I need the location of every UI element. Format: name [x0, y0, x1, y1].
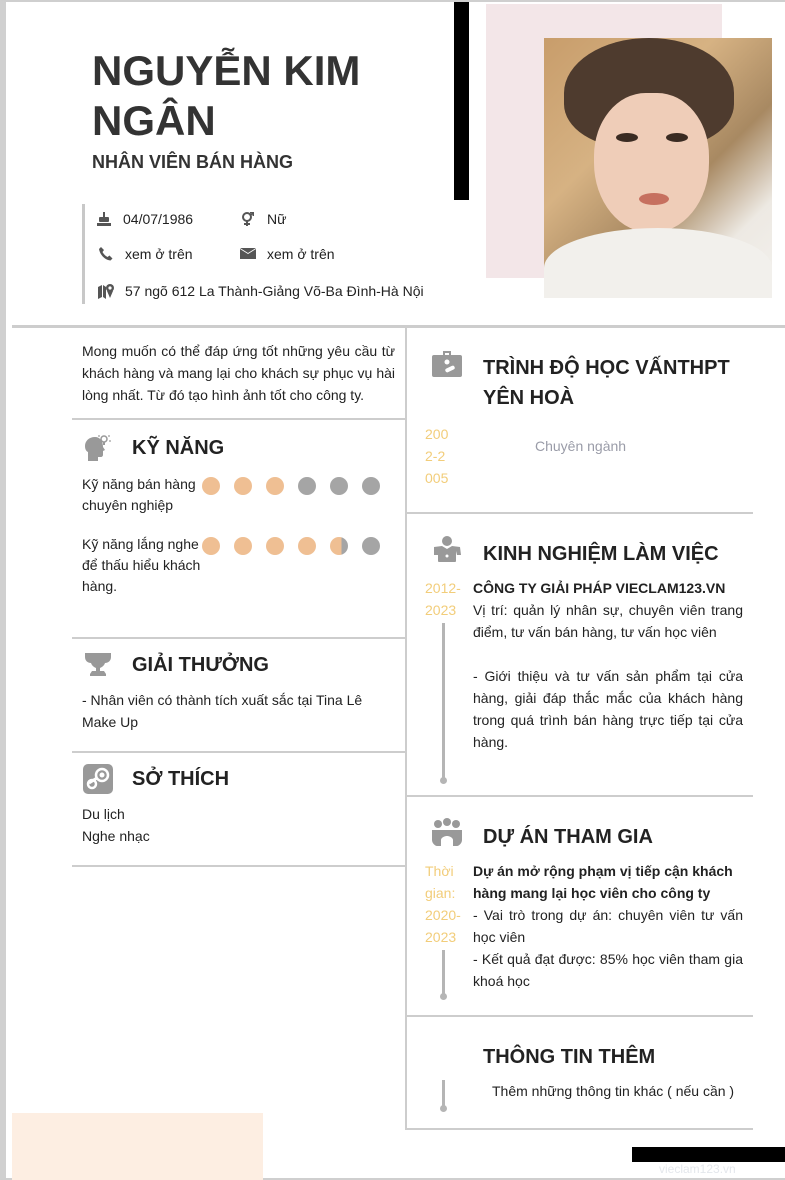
skill-rating	[202, 534, 394, 597]
education-date: 2002-2005	[425, 426, 449, 486]
birthday-cake-icon	[95, 210, 113, 228]
projects-section	[407, 797, 753, 1017]
address-value: 57 ngõ 612 La Thành-Giảng Võ-Ba Đình-Hà Nội	[125, 283, 424, 299]
additional-info-section	[407, 1017, 753, 1130]
birthday-value: 04/07/1986	[123, 211, 194, 227]
skill-rating	[202, 474, 394, 516]
steam-icon	[82, 763, 114, 795]
rating-dot-filled	[234, 477, 252, 495]
job-title: NHÂN VIÊN BÁN HÀNG	[92, 152, 294, 172]
skill-name: Kỹ năng bán hàng chuyên nghiệp	[82, 476, 196, 513]
awards-section	[72, 639, 405, 751]
hobbies-list	[72, 795, 405, 855]
suitcase-icon	[431, 348, 463, 380]
hobby-item: Du lịch	[82, 806, 125, 822]
projects-title: DỰ ÁN THAM GIA	[483, 826, 653, 848]
career-objective: Mong muốn có thể đáp ứng tốt những yêu cầu từ khách hàng và mang lại cho khách sự phục vụ hài lòng nhất. Từ đó tạo hình ảnh tốt cho công ty.	[82, 343, 395, 403]
skill-row	[72, 534, 405, 597]
email-item	[239, 245, 335, 263]
email-envelope-icon	[239, 245, 257, 263]
skill-name: Kỹ năng lắng nghe để thấu hiểu khách hàng.	[82, 536, 201, 594]
skills-section	[72, 420, 405, 637]
awards-text: - Nhân viên có thành tích xuất sắc tại Tina Lê Make Up	[82, 692, 363, 730]
rating-dot-empty	[330, 477, 348, 495]
watermark: vieclam123.vn	[659, 1162, 736, 1176]
experience-title: KINH NGHIỆM LÀM VIỆC	[483, 543, 719, 565]
rating-dot-filled	[202, 477, 220, 495]
awards-title: GIẢI THƯỞNG	[132, 653, 269, 676]
education-major: Chuyên ngành	[535, 438, 627, 454]
candidate-name: NGUYỄN KIM NGÂN	[92, 47, 361, 144]
blank-icon	[431, 1037, 463, 1069]
head-lightbulb-icon	[82, 432, 114, 464]
hobbies-title: SỞ THÍCH	[132, 767, 230, 790]
phone-icon	[97, 245, 115, 263]
phone-value[interactable]: xem ở trên	[125, 246, 193, 262]
gender-value: Nữ	[267, 211, 287, 227]
address-item	[97, 282, 424, 300]
additional-text: Thêm những thông tin khác ( nếu cần )	[492, 1083, 735, 1099]
rating-dot-partial	[330, 537, 348, 555]
profile-photo	[544, 38, 772, 298]
experience-section	[407, 514, 753, 797]
rating-dot-filled	[298, 537, 316, 555]
phone-item	[97, 245, 193, 263]
education-section	[407, 328, 753, 514]
email-value[interactable]: xem ở trên	[267, 246, 335, 262]
project-name: Dự án mở rộng phạm vị tiếp cận khách hàng mang lại học viên cho công ty	[473, 863, 733, 901]
rating-dot-empty	[362, 537, 380, 555]
header-accent-bar	[454, 2, 469, 200]
projects-date: Thời gian: 2020-2023	[425, 863, 461, 945]
rating-dot-empty	[298, 477, 316, 495]
rating-dot-empty	[362, 477, 380, 495]
bottom-left-decor-block	[12, 1113, 263, 1180]
right-column	[407, 328, 753, 1130]
section-divider	[72, 865, 405, 867]
education-title: TRÌNH ĐỘ HỌC VẤNTHPT YÊN HOÀ	[483, 357, 730, 409]
project-result: - Kết quả đạt được: 85% học viên tham gia khoá học	[473, 951, 743, 989]
experience-date: 2012-2023	[425, 580, 461, 618]
hobbies-section	[72, 753, 405, 865]
contact-info	[82, 204, 442, 304]
person-laptop-icon	[431, 534, 463, 566]
skills-title: KỸ NĂNG	[132, 436, 225, 459]
timeline-line	[442, 1080, 445, 1108]
rating-dot-filled	[234, 537, 252, 555]
timeline-line	[442, 623, 445, 780]
rating-dot-filled	[266, 477, 284, 495]
experience-description: - Giới thiệu và tư vấn sản phẩm tại cửa hàng, giải đáp thắc mắc của khách hàng trong quá trình bán hàng trực tiếp tại cửa hàng.	[473, 668, 743, 750]
hobby-item: Nghe nhạc	[82, 828, 150, 844]
left-column	[72, 328, 405, 867]
rating-dot-filled	[202, 537, 220, 555]
experience-position: Vị trí: quản lý nhân sự, chuyên viên trang điểm, tư vấn bán hàng, tư vấn học viên	[473, 602, 743, 640]
skill-row	[72, 474, 405, 516]
additional-date	[407, 1080, 473, 1102]
rating-dot-filled	[266, 537, 284, 555]
project-role: - Vai trò trong dự án: chuyên viên tư vấn học viên	[473, 907, 743, 945]
additional-title: THÔNG TIN THÊM	[483, 1046, 656, 1068]
timeline-line	[442, 950, 445, 996]
people-group-icon	[431, 817, 463, 849]
bottom-accent-bar	[632, 1147, 785, 1162]
gender-item	[239, 210, 286, 228]
birthday-item	[95, 210, 193, 228]
experience-company: CÔNG TY GIẢI PHÁP VIECLAM123.VN	[473, 580, 726, 596]
gender-icon	[239, 210, 257, 228]
map-pin-icon	[97, 282, 115, 300]
trophy-icon	[82, 649, 114, 681]
